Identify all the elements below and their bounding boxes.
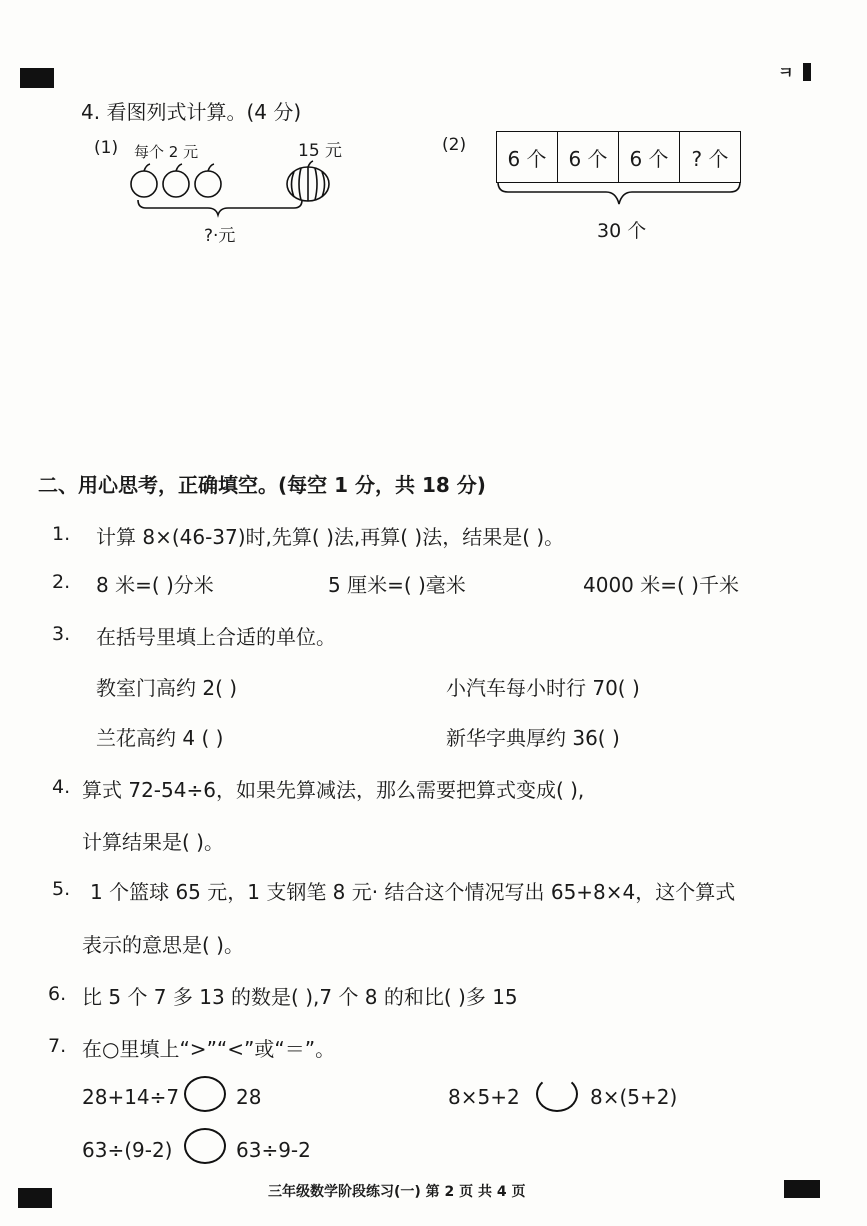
q4-part1-number: (1) (94, 138, 119, 158)
compare-2-right: 8×(5+2) (590, 1085, 678, 1109)
item-2-a: 8 米=( )分米 (96, 573, 214, 597)
item-4-line1: 算式 72-54÷6，如果先算减法，那么需要把算式变成( ), (82, 778, 585, 802)
item-3-a: 教室门高约 2( ) (96, 676, 238, 700)
compare-3-left: 63÷(9-2) (82, 1138, 173, 1162)
item-2-c: 4000 米=( )千米 (583, 573, 739, 597)
item-number: 4. (52, 776, 71, 798)
q4-part1-question: ?·元 (204, 226, 236, 246)
q4-part2-boxes (496, 131, 741, 183)
q4-part1-melon-price: 15 元 (298, 141, 343, 161)
q4-part2-number: (2) (442, 135, 467, 155)
apple-icon (195, 164, 221, 197)
compare-circle[interactable] (184, 1128, 226, 1164)
compare-2-left: 8×5+2 (448, 1085, 520, 1109)
compare-1-right: 28 (236, 1085, 262, 1109)
fruit-illustration (124, 160, 344, 224)
registration-mark-bottom-left (18, 1188, 52, 1208)
section-heading: 二、用心思考，正确填空。(每空 1 分，共 18 分) (38, 473, 486, 497)
brace (494, 180, 744, 216)
apple-icon (163, 164, 189, 197)
registration-mark-bottom-right (784, 1180, 820, 1198)
box-cell: 6 个 (619, 132, 680, 182)
box-cell: 6 个 (558, 132, 619, 182)
item-5-line2: 表示的意思是( )。 (82, 933, 244, 957)
registration-mark-top-left (20, 68, 54, 88)
brace (138, 200, 302, 215)
item-7-text: 在○里填上“>”“<”或“＝”。 (82, 1037, 336, 1061)
box-cell: 6 个 (497, 132, 558, 182)
item-3-text: 在括号里填上合适的单位。 (96, 625, 336, 649)
item-3-b: 小汽车每小时行 70( ) (446, 676, 640, 700)
item-2-b: 5 厘米=( )毫米 (328, 573, 466, 597)
page-footer: 三年级数学阶段练习(一) 第 2 页 共 4 页 (268, 1184, 526, 1200)
q4-part2-total: 30 个 (597, 220, 647, 242)
melon-icon (287, 161, 329, 201)
item-number: 6. (48, 983, 67, 1005)
compare-circle[interactable] (184, 1076, 226, 1112)
compare-3-right: 63÷9-2 (236, 1138, 311, 1162)
item-1-text: 计算 8×(46-37)时,先算( )法,再算( )法，结果是( )。 (96, 525, 565, 549)
item-5-line1: 1 个篮球 65 元，1 支钢笔 8 元· 结合这个情况写出 65+8×4，这个算式 (90, 880, 736, 904)
compare-1-left: 28+14÷7 (82, 1085, 180, 1109)
item-number: 1. (52, 523, 71, 545)
item-number: 7. (48, 1035, 67, 1057)
item-3-d: 新华字典厚约 36( ) (446, 726, 620, 750)
apple-icon (131, 164, 157, 197)
box-cell: ? 个 (691, 146, 729, 171)
item-number: 2. (52, 571, 71, 593)
item-number: 5. (52, 878, 71, 900)
item-3-c: 兰花高约 4 ( ) (96, 726, 224, 750)
compare-circle[interactable] (536, 1076, 578, 1112)
item-6-text: 比 5 个 7 多 13 的数是( ),7 个 8 的和比( )多 15 (82, 985, 518, 1009)
q4-part1-price-label: 每个 2 元 (134, 143, 199, 161)
registration-mark-top-right (803, 63, 811, 81)
item-4-line2: 计算结果是( )。 (82, 830, 224, 854)
corner-mark: ㅋ (778, 63, 794, 82)
item-number: 3. (52, 623, 71, 645)
q4-title: 4. 看图列式计算。(4 分) (81, 100, 302, 124)
